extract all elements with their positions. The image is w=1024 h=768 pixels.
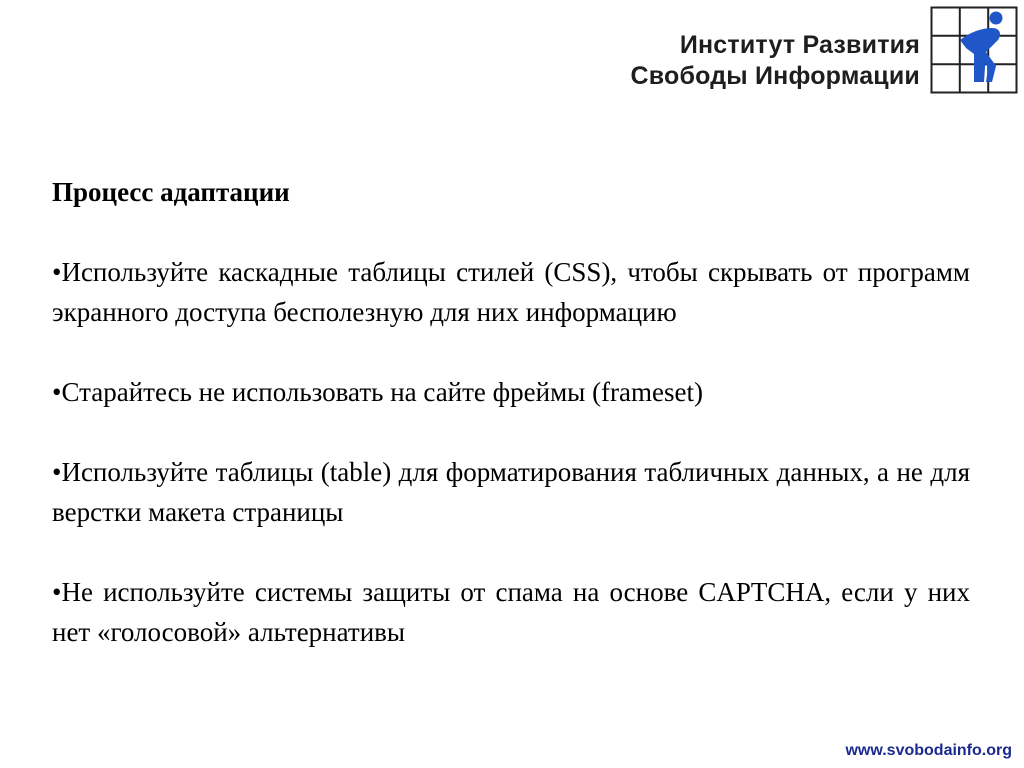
website-link[interactable]: www.svobodainfo.org [845, 742, 1012, 759]
organization-name-line2: Свободы Информации [630, 62, 920, 90]
section-heading: Процесс адаптации [52, 177, 290, 207]
institute-logo-icon [930, 6, 1018, 94]
bullet-item: •Используйте таблицы (table) для форматирования табличных данных, а не для верстки макета страницы [52, 457, 970, 527]
bullet-item: •Не используйте системы защиты от спама на основе CAPTCHA, если у них нет «голосовой» альтернативы [52, 577, 970, 647]
bullet-item: •Используйте каскадные таблицы стилей (CSS), чтобы скрывать от программ экранного доступа бесполезную для них информацию [52, 257, 970, 327]
organization-name-line1: Институт Развития [679, 31, 920, 59]
bullet-item: •Старайтесь не использовать на сайте фреймы (frameset) [52, 377, 703, 407]
slide-content [52, 172, 970, 652]
organization-name [630, 30, 920, 92]
